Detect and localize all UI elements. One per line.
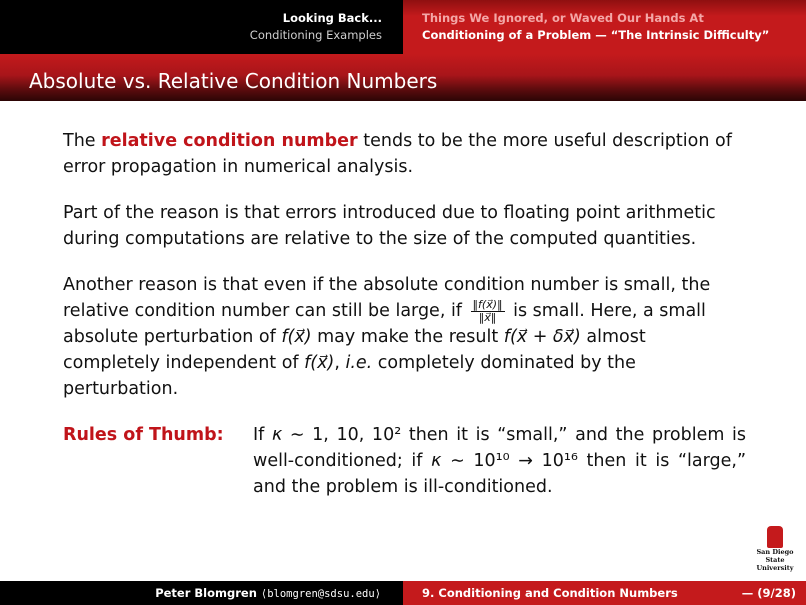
- paragraph-floating-point: Part of the reason is that errors introduced due to floating point arithmetic during computations are relative to the size of the computed quantities.: [63, 203, 716, 249]
- rules-of-thumb-text: If κ ∼ 1, 10, 10² then it is “small,” and the problem is well-conditioned; if κ ∼ 10¹⁰ → 10¹⁶ then it is “large,” and the problem is ill-conditioned.: [253, 425, 747, 497]
- footer-author-block: [0, 581, 403, 605]
- footer-section-block: [403, 581, 806, 605]
- fraction-norm-ratio: $\frac{‖f(x⃗)‖}{‖x⃗‖}$: [472, 297, 503, 324]
- math-f-of-x-plus-dx: f(x⃗ + δx⃗): [503, 327, 581, 347]
- nav-subsection-title[interactable]: Conditioning Examples: [249, 28, 382, 42]
- math-f-of-x: f(x⃗): [281, 327, 312, 347]
- nav-section-title[interactable]: Looking Back...: [282, 11, 382, 25]
- nav-current-subsection-title[interactable]: Conditioning of a Problem — “The Intrinsic Difficulty”: [422, 28, 770, 42]
- paragraph-relative-condition: The relative condition number tends to be the more useful description of error propagation in numerical analysis.: [63, 131, 732, 177]
- nav-section-current[interactable]: [403, 0, 806, 54]
- paragraph-another-reason: Another reason is that even if the absolute condition number is small, the relative condition number can still be large, if $\frac{‖f(x⃗)‖}{‖x⃗‖}$ is small. Here, a small absolute perturbation of f(x⃗) may make the result f(x⃗ + δx⃗) almost completely independent of f(x⃗), i.e. completely dominated by the perturbation.: [63, 275, 711, 399]
- footer-author: Peter Blomgren ⟨blomgren@sdsu.edu⟩: [155, 586, 381, 600]
- rules-of-thumb-label: Rules of Thumb:: [63, 425, 224, 445]
- math-f-of-x-2: f(x⃗): [304, 353, 335, 373]
- nav-current-section-title[interactable]: Things We Ignored, or Waved Our Hands At: [422, 11, 704, 25]
- nav-section-previous[interactable]: [0, 0, 403, 54]
- sdsu-logo: San Diego State University: [749, 526, 801, 566]
- rules-of-thumb: [63, 422, 746, 500]
- slide-content: [63, 128, 746, 500]
- sdsu-logo-icon: [767, 526, 783, 548]
- footer-email: ⟨blomgren@sdsu.edu⟩: [260, 588, 381, 600]
- footer-page-number: — (9/28): [741, 586, 796, 600]
- footer-section-title[interactable]: 9. Conditioning and Condition Numbers: [422, 586, 678, 600]
- frame-title: Absolute vs. Relative Condition Numbers: [29, 69, 438, 93]
- highlight-term: relative condition number: [101, 131, 358, 151]
